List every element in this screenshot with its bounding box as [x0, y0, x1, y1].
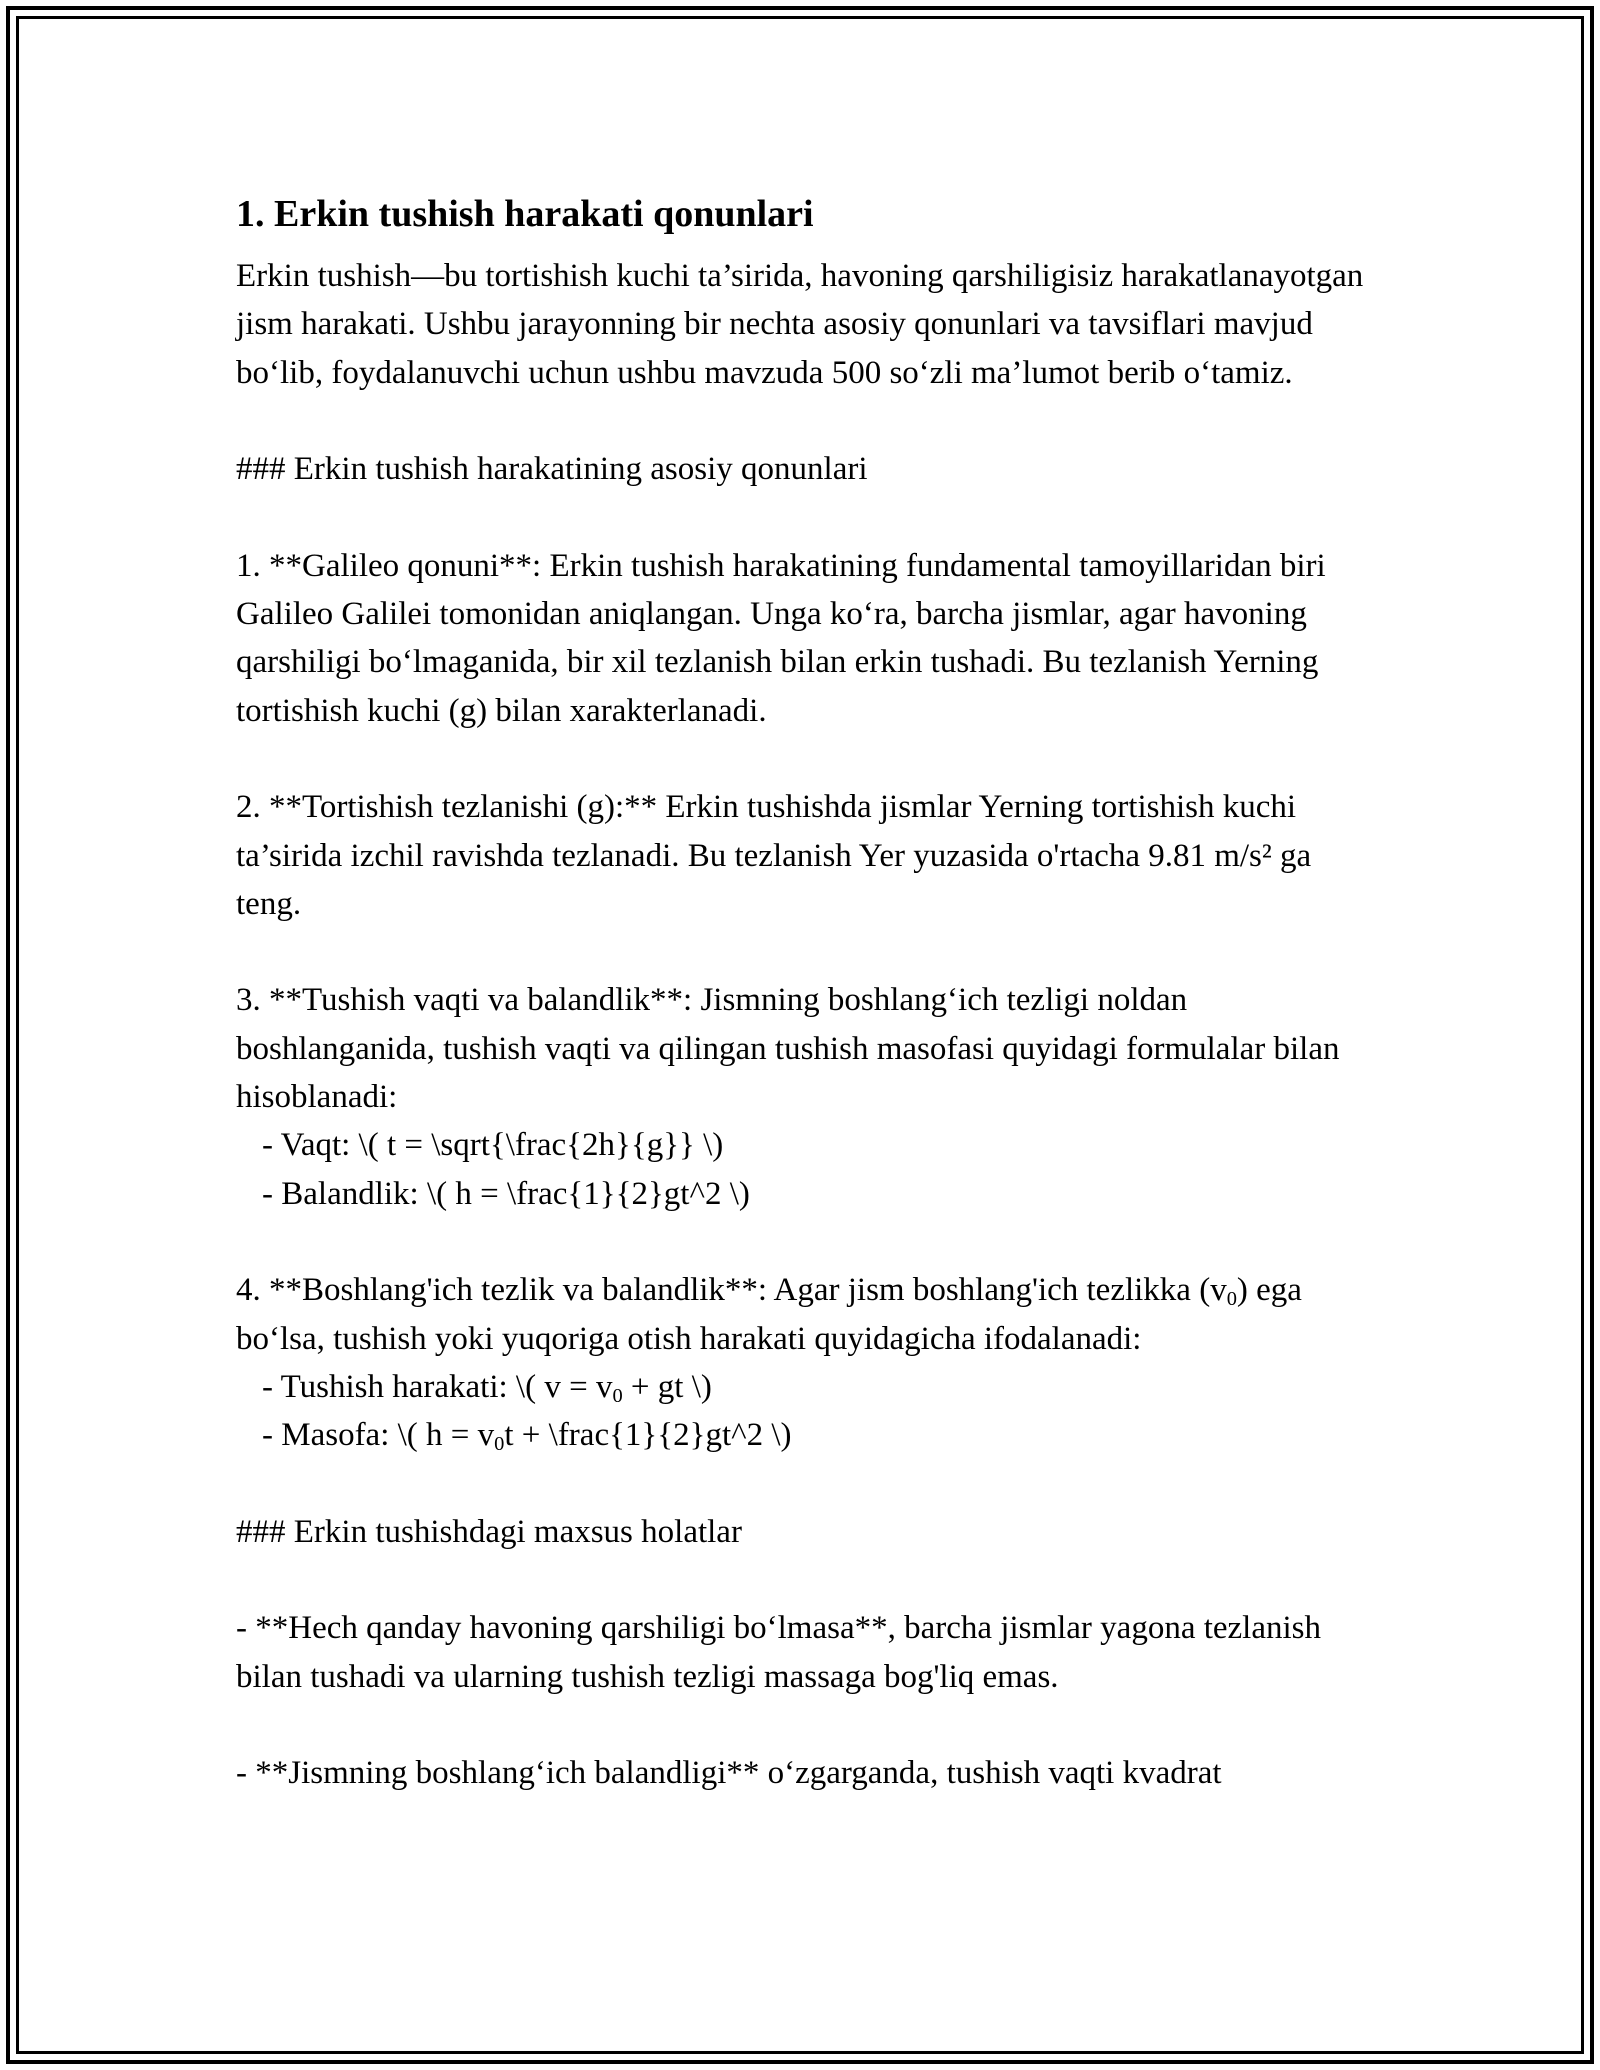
formula-distance-start: - Masofa: \( h = v [262, 1417, 495, 1454]
formula-distance-end: t + \frac{1}{2}gt^2 \) [504, 1417, 792, 1454]
section-heading-special-cases: ### Erkin tushishdagi maxsus holatlar [236, 1513, 742, 1550]
formula-height: - Balandlik: \( h = \frac{1}{2}gt^2 \) [262, 1175, 750, 1212]
subscript-zero: 0 [494, 1433, 505, 1456]
law4-text-start: 4. **Boshlang'ich tezlik va balandlik**: Agar jism boshlang'ich tezlikka (v [236, 1272, 1227, 1309]
law-initial-velocity [236, 1266, 1376, 1363]
subscript-zero: 0 [1226, 1288, 1237, 1311]
law4-text-end: ) ega bo‘lsa, tushish yoki yuqoriga otish harakati quyidagicha ifodalanadi: [236, 1272, 1302, 1357]
formula-velocity-start: - Tushish harakati: \( v = v [262, 1368, 613, 1405]
formula-distance [236, 1411, 1376, 1459]
law-galileo: 1. **Galileo qonuni**: Erkin tushish harakatining fundamental tamoyillaridan biri Galileo Galilei tomonidan aniqlangan. Unga ko‘ra, barcha jismlar, agar havoning qarshiligi bo‘lmaganida, bir xil tezlanish bilan erkin tushadi. Bu tezlanish Yerning tortishish kuchi (g) bilan xarakterlanadi. [236, 547, 1326, 729]
formula-velocity [236, 1363, 1376, 1411]
formula-velocity-end: + gt \) [622, 1368, 712, 1405]
case-initial-height: - **Jismning boshlang‘ich balandligi** o‘zgarganda, tushish vaqti kvadrat [236, 1755, 1222, 1792]
case-no-air-resistance: - **Hech qanday havoning qarshiligi bo‘lmasa**, barcha jismlar yagona tezlanish bilan tushadi va ularning tushish tezligi massaga bog'liq emas. [236, 1610, 1322, 1695]
page-title: 1. Erkin tushish harakati qonunlari [236, 193, 814, 235]
formula-time: - Vaqt: \( t = \sqrt{\frac{2h}{g}} \) [262, 1127, 724, 1164]
law-gravity-acceleration: 2. **Tortishish tezlanishi (g):** Erkin tushishda jismlar Yerning tortishish kuchi ta’sirida izchil ravishda tezlanadi. Bu tezlanish Yer yuzasida o'rtacha 9.81 m/s² ga teng. [236, 789, 1312, 922]
document-body [236, 186, 1376, 1798]
law-fall-time-height: 3. **Tushish vaqti va balandlik**: Jismning boshlang‘ich tezligi noldan boshlanganida, tushish vaqti va qilingan tushish masofasi quyidagi formulalar bilan hisoblanadi: [236, 982, 1340, 1116]
intro-paragraph: Erkin tushish—bu tortishish kuchi ta’sirida, havoning qarshiligisiz harakatlanayotgan jism harakati. Ushbu jarayonning bir nechta asosiy qonunlari va tavsiflari mavjud bo‘lib, foydalanuvchi uchun ushbu mavzuda 500 so‘zli ma’lumot berib o‘tamiz. [236, 258, 1364, 391]
subscript-zero: 0 [612, 1384, 623, 1407]
section-heading-laws: ### Erkin tushish harakatining asosiy qonunlari [236, 451, 868, 488]
